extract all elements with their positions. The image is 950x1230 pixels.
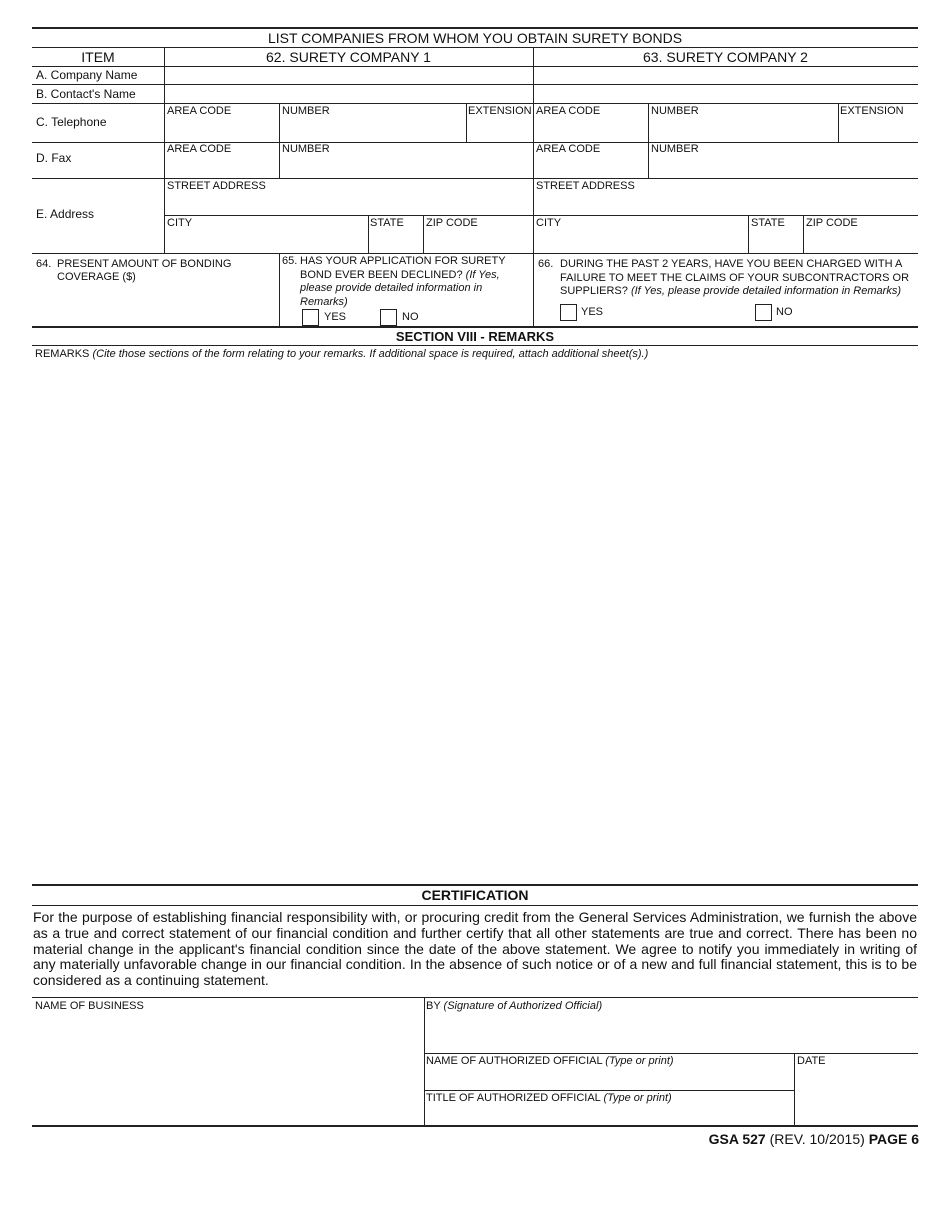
official-name-header (426, 1055, 674, 1067)
c2-fax-area-label: AREA CODE (536, 143, 601, 155)
official-name-note: (Type or print) (605, 1055, 674, 1067)
footer-revision: (REV. 10/2015) (769, 1131, 865, 1147)
q66-no-checkbox[interactable] (755, 304, 772, 321)
c1-fax-number-label: NUMBER (282, 143, 330, 155)
by-note: (Signature of Authorized Official) (443, 1000, 603, 1012)
official-name-label: NAME OF AUTHORIZED OFFICIAL (426, 1055, 603, 1067)
company1-name-field[interactable] (165, 67, 532, 84)
remarks-note: (Cite those sections of the form relating to your remarks. If additional space is required, attach additional sheet(s).) (92, 348, 649, 360)
c1-tel-area-label: AREA CODE (167, 105, 232, 117)
surety-title: LIST COMPANIES FROM WHOM YOU OBTAIN SURETY BONDS (267, 30, 683, 46)
c1-fax-area-label: AREA CODE (167, 143, 232, 155)
q65-text: HAS YOUR APPLICATION FOR SURETY BOND EVER BEEN DECLINED? (300, 255, 506, 281)
row-fax: D. Fax (36, 151, 72, 165)
official-title-note: (Type or print) (603, 1092, 672, 1104)
q65-number: 65. (282, 255, 298, 267)
company2-header: 63. SURETY COMPANY 2 (643, 49, 808, 65)
q65-note: (If Yes, please provide detailed information in Remarks) (300, 268, 500, 308)
footer-form-number: GSA 527 (708, 1131, 766, 1147)
c1-tel-ext-label: EXTENSION (468, 105, 532, 117)
company2-contact-field[interactable] (534, 85, 918, 103)
remarks-section-title: SECTION VIII - REMARKS (395, 329, 555, 344)
q66-text: DURING THE PAST 2 YEARS, HAVE YOU BEEN CHARGED WITH A FAILURE TO MEET THE CLAIMS OF YOUR SUBCONTRACTORS OR SUPPLIERS? (560, 258, 910, 297)
q65-yes-checkbox[interactable] (302, 309, 319, 326)
c2-state-label: STATE (751, 217, 785, 229)
remarks-header (35, 348, 915, 360)
q65-question (300, 255, 526, 309)
q66-note: (If Yes, please provide detailed information in Remarks) (630, 285, 901, 297)
q66-yes-label: YES (581, 306, 604, 318)
c1-tel-number-label: NUMBER (282, 105, 330, 117)
c2-street-label: STREET ADDRESS (536, 180, 635, 192)
q64-text: PRESENT AMOUNT OF BONDING COVERAGE ($) (57, 258, 232, 283)
row-address: E. Address (36, 207, 95, 221)
signature-field[interactable] (426, 1014, 916, 1052)
remarks-textarea[interactable] (34, 364, 916, 880)
official-title-label: TITLE OF AUTHORIZED OFFICIAL (426, 1092, 601, 1104)
row-company-name: A. Company Name (36, 68, 138, 82)
official-name-field[interactable] (426, 1069, 792, 1089)
c1-state-label: STATE (370, 217, 404, 229)
row-contact-name: B. Contact's Name (36, 87, 136, 101)
official-title-field[interactable] (426, 1106, 792, 1124)
certification-title: CERTIFICATION (421, 887, 529, 903)
date-label: DATE (797, 1055, 826, 1067)
c2-zip-label: ZIP CODE (806, 217, 858, 229)
name-of-business-label: NAME OF BUSINESS (35, 1000, 144, 1012)
q66-no-label: NO (776, 306, 793, 318)
q66-question (560, 258, 916, 299)
official-title-header (426, 1092, 672, 1104)
company1-header: 62. SURETY COMPANY 1 (266, 49, 431, 65)
q66-number: 66. (538, 258, 554, 270)
c2-city-label: CITY (536, 217, 562, 229)
certification-text: For the purpose of establishing financial responsibility with, or procuring credit from the General Services Administration, we furnish the above as a true and correct statement of our financial condition and further certify that all other statements are true and correct. There has been no material change in the applicant's financial condition since the date of the above statement. We agree to notify you immediately in writing of any materially unfavorable change in our financial condition. In the absence of such notice or of a new and full financial statement, this is to be considered as a continuing statement. (33, 909, 917, 989)
c2-fax-number-label: NUMBER (651, 143, 699, 155)
q64-number: 64. (36, 258, 52, 270)
footer-page-number: PAGE 6 (868, 1131, 919, 1147)
item-header: ITEM (81, 49, 115, 65)
company1-contact-field[interactable] (165, 85, 532, 103)
row-telephone: C. Telephone (36, 115, 107, 129)
q65-no-label: NO (402, 311, 419, 323)
c1-zip-label: ZIP CODE (426, 217, 478, 229)
form-footer (709, 1131, 919, 1147)
q65-yes-label: YES (324, 311, 347, 323)
remarks-label: REMARKS (35, 348, 90, 360)
c1-city-label: CITY (167, 217, 193, 229)
c1-street-label: STREET ADDRESS (167, 180, 266, 192)
q65-no-checkbox[interactable] (380, 309, 397, 326)
company2-name-field[interactable] (534, 67, 918, 84)
by-label: BY (426, 1000, 441, 1012)
date-field[interactable] (796, 1069, 916, 1124)
c2-tel-area-label: AREA CODE (536, 105, 601, 117)
name-of-business-field[interactable] (34, 1014, 422, 1124)
by-signature-header (426, 1000, 602, 1012)
c2-tel-number-label: NUMBER (651, 105, 699, 117)
c2-tel-ext-label: EXTENSION (840, 105, 904, 117)
q66-yes-checkbox[interactable] (560, 304, 577, 321)
q64-amount-field[interactable] (34, 290, 277, 324)
